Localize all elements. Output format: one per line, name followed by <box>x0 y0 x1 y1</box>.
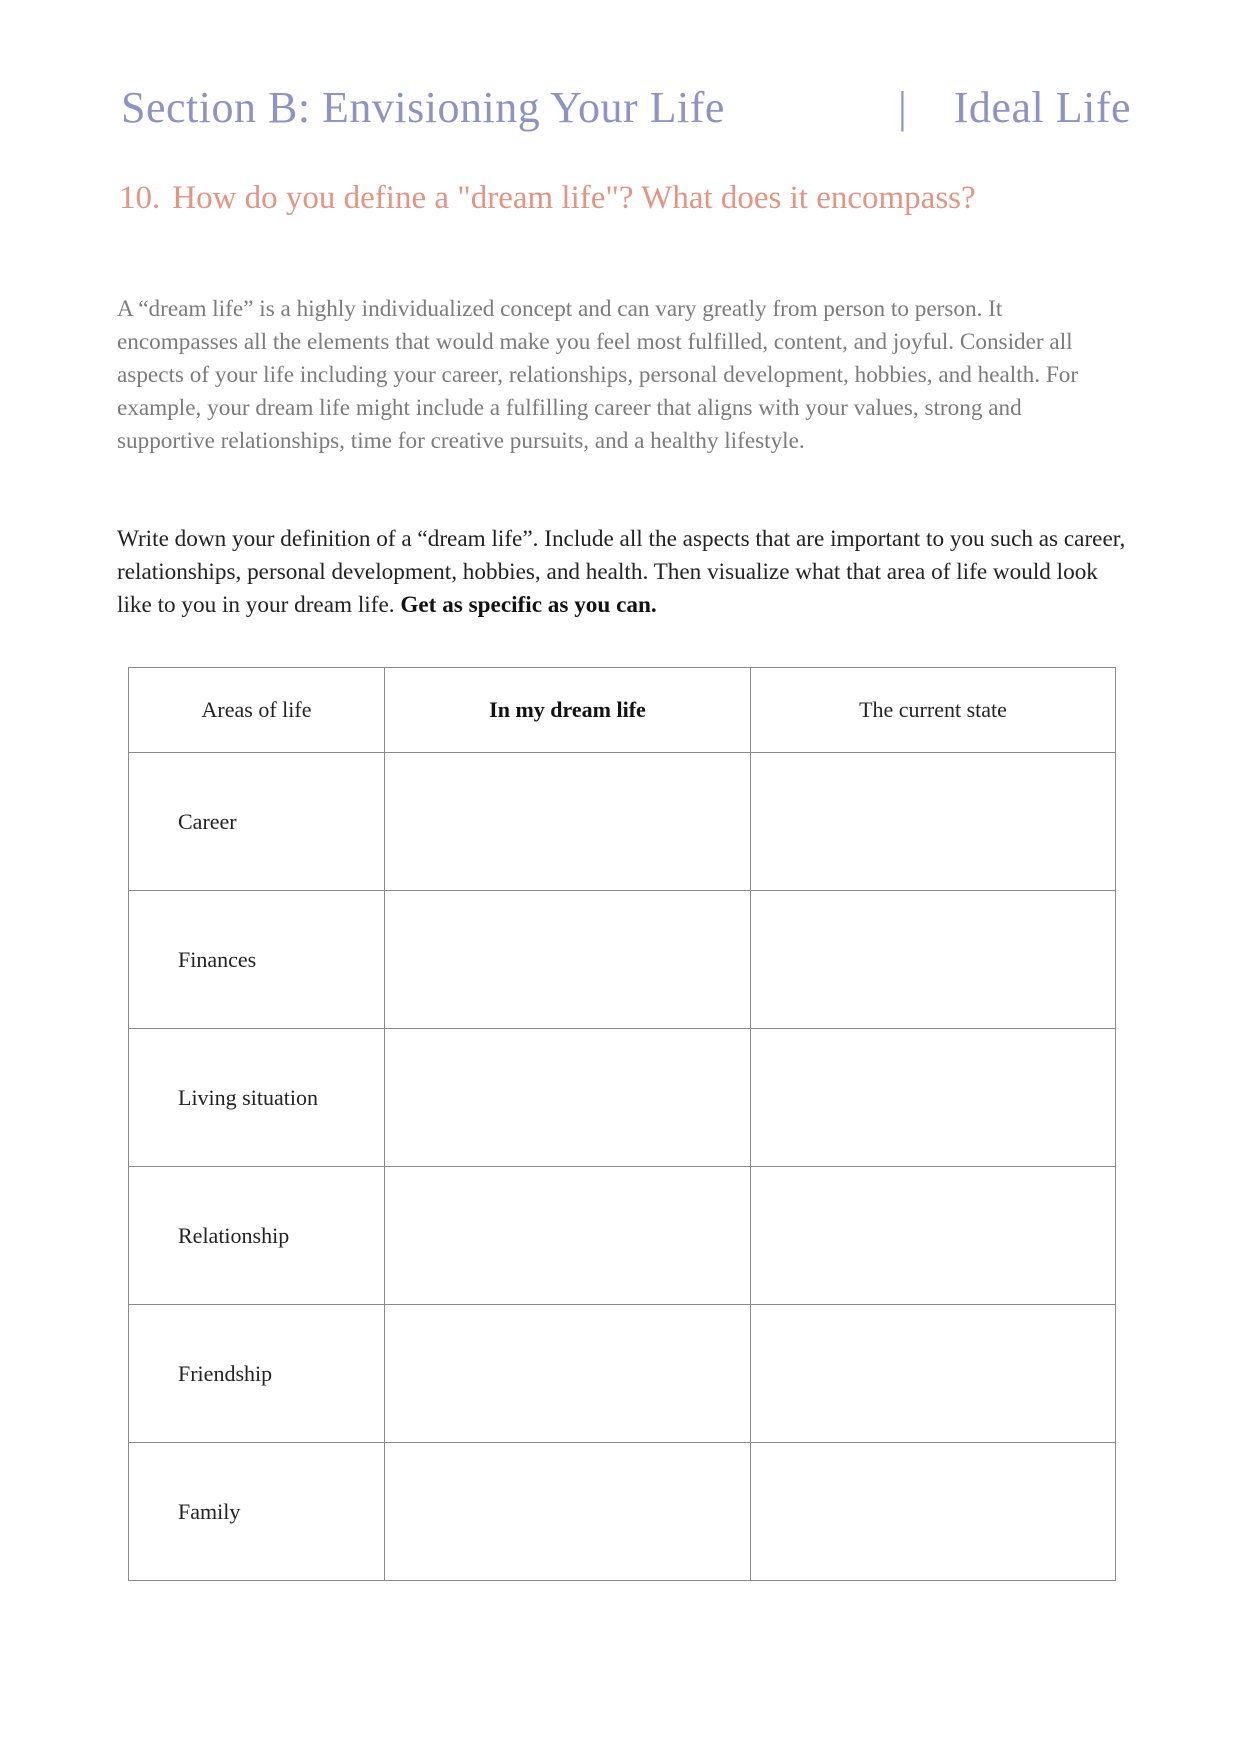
table-row <box>129 1443 1116 1581</box>
area-label: Family <box>129 1443 385 1581</box>
question-number: 10. <box>119 180 161 216</box>
header-areas-of-life: Areas of life <box>129 668 385 753</box>
current-state-cell[interactable] <box>751 1167 1116 1305</box>
area-label: Relationship <box>129 1167 385 1305</box>
header-current-state: The current state <box>751 668 1116 753</box>
page-header <box>121 82 1131 152</box>
header-separator: | <box>898 83 907 132</box>
dream-life-cell[interactable] <box>385 1443 751 1581</box>
area-label: Finances <box>129 891 385 1029</box>
header-in-my-dream-life: In my dream life <box>385 668 751 753</box>
instructions-paragraph <box>117 523 1127 622</box>
table-row <box>129 1167 1116 1305</box>
instructions-text: Write down your definition of a “dream life”. Include all the aspects that are important to you such as career, relationships, personal development, hobbies, and health. Then visualize what that area of life would look like to you in your dream life. <box>117 526 1126 619</box>
table-row <box>129 1029 1116 1167</box>
current-state-cell[interactable] <box>751 1029 1116 1167</box>
question-text: How do you define a "dream life"? What does it encompass? <box>172 180 976 216</box>
dream-life-cell[interactable] <box>385 1305 751 1443</box>
section-title: Section B: Envisioning Your Life <box>121 83 725 132</box>
intro-paragraph: A “dream life” is a highly individualized concept and can vary greatly from person to person. It encompasses all the elements that would make you feel most fulfilled, content, and joyful. Consider all aspects of your life including your career, relationships, personal development, hobbies, and health. For example, your dream life might include a fulfilling career that aligns with your values, strong and supportive relationships, time for creative pursuits, and a healthy lifestyle. <box>117 296 1079 455</box>
current-state-cell[interactable] <box>751 1305 1116 1443</box>
area-label: Living situation <box>129 1029 385 1167</box>
table-row <box>129 753 1116 891</box>
instructions-emphasis: Get as specific as you can. <box>400 592 657 619</box>
table-header-row <box>129 668 1116 753</box>
table-row <box>129 1305 1116 1443</box>
area-label: Career <box>129 753 385 891</box>
dream-life-cell[interactable] <box>385 753 751 891</box>
dream-life-cell[interactable] <box>385 891 751 1029</box>
dream-life-cell[interactable] <box>385 1029 751 1167</box>
current-state-cell[interactable] <box>751 753 1116 891</box>
page-label: Ideal Life <box>953 83 1131 132</box>
current-state-cell[interactable] <box>751 891 1116 1029</box>
current-state-cell[interactable] <box>751 1443 1116 1581</box>
table-row <box>129 891 1116 1029</box>
dream-life-cell[interactable] <box>385 1167 751 1305</box>
question-heading <box>119 180 1129 217</box>
dream-life-table <box>128 667 1116 1581</box>
area-label: Friendship <box>129 1305 385 1443</box>
